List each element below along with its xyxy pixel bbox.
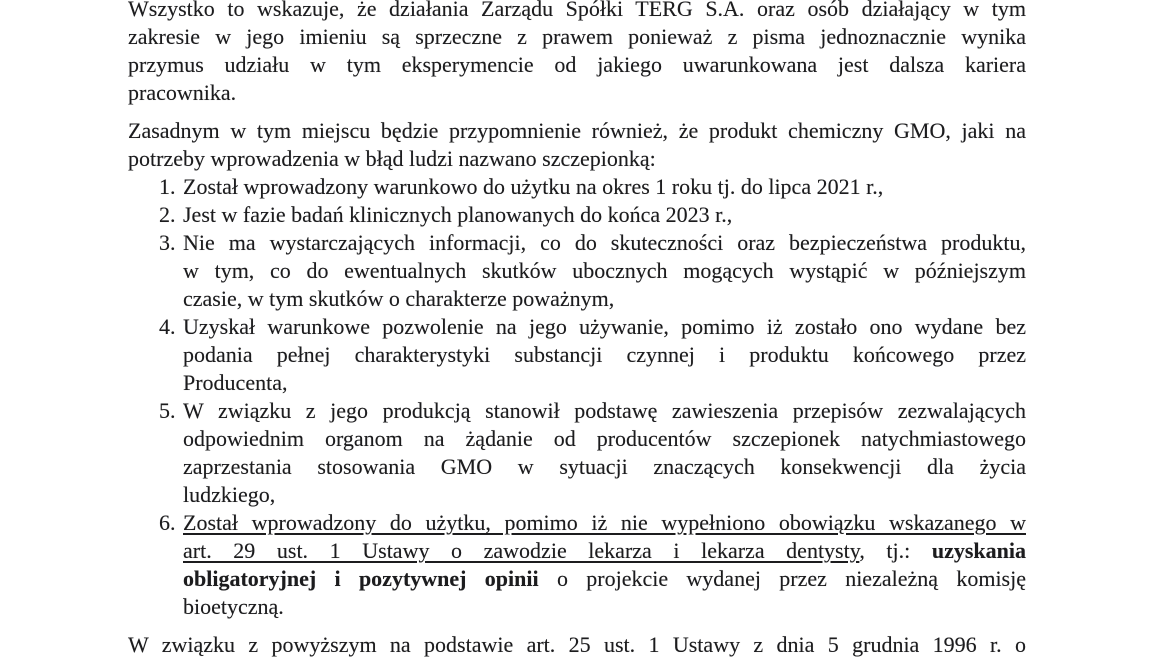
list-item-number: 3.: [159, 230, 176, 255]
text-run: , tj.:: [859, 538, 932, 563]
bold-text-run: obligatoryjnej i pozytywnej opinii: [183, 566, 539, 591]
text-run: odpowiednim organom na żądanie od producentów szczepionek natychmiastowego: [183, 426, 1026, 451]
text-run: bioetyczną.: [183, 594, 284, 619]
list-item-number: 4.: [159, 314, 176, 339]
text-run: Wszystko to wskazuje, że działania Zarządu Spółki TERG S.A. oraz osób działający w tym: [128, 0, 1026, 21]
text-run: podania pełnej charakterystyki substancji czynnej i produktu końcowego przez: [183, 342, 1026, 367]
text-line: [183, 173, 1026, 201]
text-run: Uzyskał warunkowe pozwolenie na jego używanie, pomimo iż zostało ono wydane bez: [183, 314, 1026, 339]
text-run: o projekcie wydanej przez niezależną komisję: [538, 566, 1026, 591]
list-item-text: [183, 173, 1026, 201]
text-line: [183, 201, 1026, 229]
text-run: przymus udziału w tym eksperymencie od jakiego uwarunkowana jest dalsza kariera: [128, 52, 1026, 77]
list-item-text: [183, 313, 1026, 397]
text-run: pracownika.: [128, 80, 237, 105]
text-line: [183, 285, 1026, 313]
text-run: Został wprowadzony warunkowo do użytku na okres 1 roku tj. do lipca 2021 r.,: [183, 174, 884, 199]
list-item-text: [183, 229, 1026, 313]
list-item: [128, 313, 1026, 397]
text-line: [128, 23, 1026, 51]
text-run: zakresie w jego imieniu są sprzeczne z prawem ponieważ z pisma jednoznacznie wynika: [128, 24, 1026, 49]
text-line: [128, 79, 1026, 107]
text-run: w tym, co do ewentualnych skutków ubocznych mogących wystąpić w późniejszym: [183, 258, 1026, 283]
list-item-number: 1.: [159, 174, 176, 199]
list-item-number: 2.: [159, 202, 176, 227]
text-line: [183, 341, 1026, 369]
text-run: W związku z powyższym na podstawie art. 25 ust. 1 Ustawy z dnia 5 grudnia 1996 r. o: [128, 632, 1026, 657]
text-line: [183, 369, 1026, 397]
text-run: ludzkiego,: [183, 482, 276, 507]
list-item-number: 6.: [159, 510, 176, 535]
text-line: [128, 51, 1026, 79]
text-line: [183, 565, 1026, 593]
text-line: [183, 453, 1026, 481]
paragraph-gmo-lead: [128, 117, 1026, 173]
text-line: [183, 509, 1026, 537]
text-line: [183, 481, 1026, 509]
underlined-text-run: Został wprowadzony do użytku, pomimo iż nie wypełniono obowiązku wskazanego w: [183, 510, 1026, 535]
text-line: [128, 631, 1026, 658]
text-run: czasie, w tym skutków o charakterze poważnym,: [183, 286, 615, 311]
underlined-text-run: art. 29 ust. 1 Ustawy o zawodzie lekarza i lekarza dentysty: [183, 538, 860, 563]
text-line: [183, 537, 1026, 565]
text-run: W związku z jego produkcją stanowił podstawę zawieszenia przepisów zezwalających: [183, 398, 1026, 423]
text-line: [128, 0, 1026, 23]
list-item-number: 5.: [159, 398, 176, 423]
text-line: [183, 593, 1026, 621]
list-item-text: [183, 509, 1026, 621]
text-line: [183, 257, 1026, 285]
numbered-list: [128, 173, 1026, 621]
list-item: [128, 229, 1026, 313]
list-item: [128, 173, 1026, 201]
list-item: [128, 509, 1026, 621]
document-text: [128, 0, 1026, 658]
text-run: zaprzestania stosowania GMO w sytuacji znaczących konsekwencji dla życia: [183, 454, 1026, 479]
bold-text-run: uzyskania: [931, 538, 1026, 563]
paragraph-intro: [128, 0, 1026, 107]
list-item-text: [183, 397, 1026, 509]
list-item: [128, 201, 1026, 229]
text-run: Zasadnym w tym miejscu będzie przypomnienie również, że produkt chemiczny GMO, jaki na: [128, 118, 1026, 143]
text-line: [183, 425, 1026, 453]
list-item-text: [183, 201, 1026, 229]
list-item: [128, 397, 1026, 509]
text-line: [183, 229, 1026, 257]
text-run: potrzeby wprowadzenia w błąd ludzi nazwano szczepionką:: [128, 146, 656, 171]
text-run: Jest w fazie badań klinicznych planowanych do końca 2023 r.,: [183, 202, 733, 227]
text-run: Nie ma wystarczających informacji, co do skuteczności oraz bezpieczeństwa produktu,: [183, 230, 1026, 255]
text-line: [183, 397, 1026, 425]
text-line: [128, 117, 1026, 145]
text-line: [128, 145, 1026, 173]
text-line: [183, 313, 1026, 341]
paragraph-closing: [128, 631, 1026, 658]
text-run: Producenta,: [183, 370, 288, 395]
